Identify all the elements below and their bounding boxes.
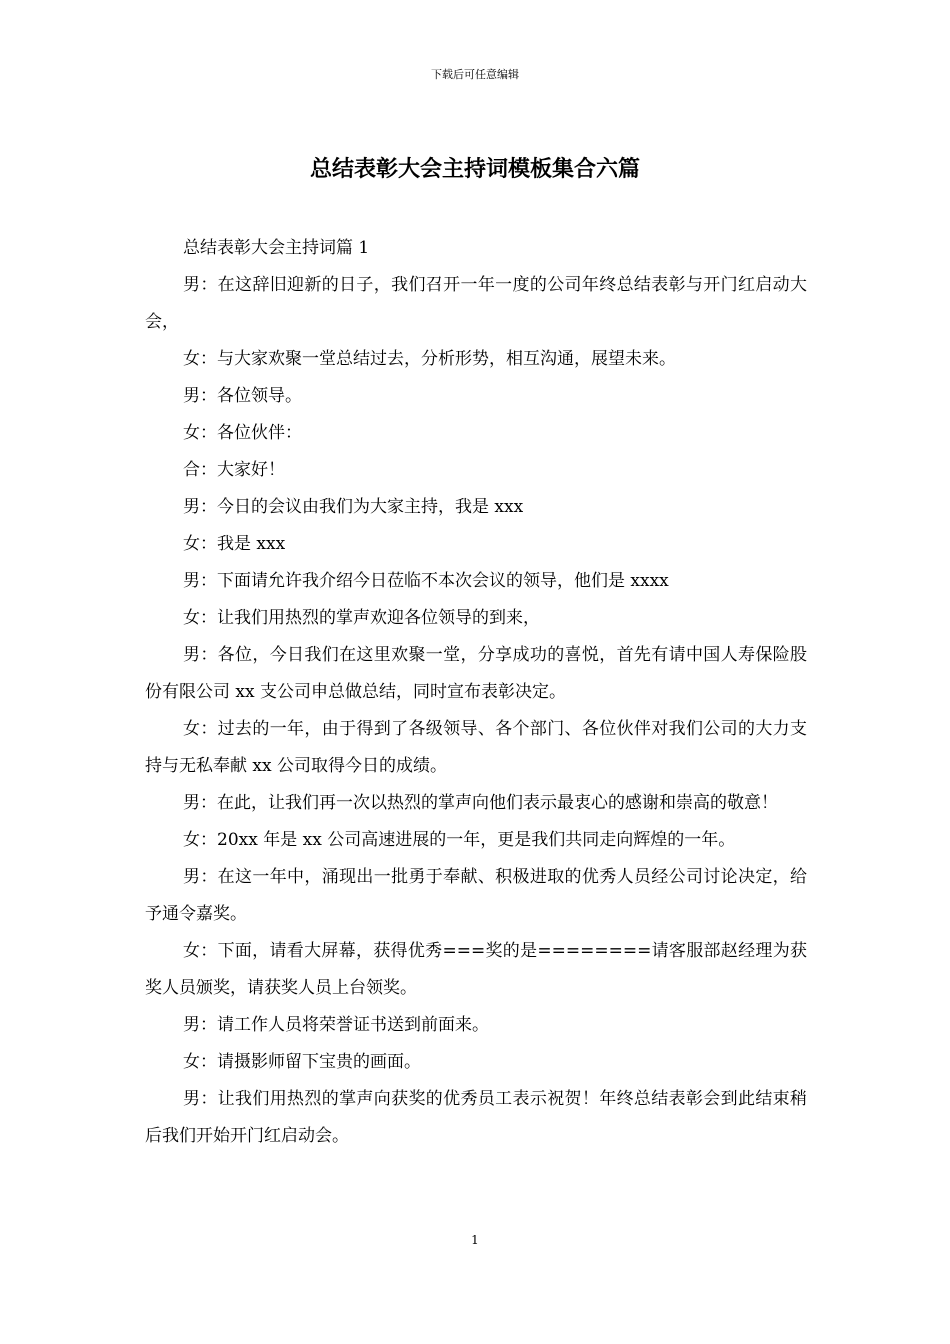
paragraph: 女：请摄影师留下宝贵的画面。 <box>183 1052 421 1072</box>
document-body <box>145 230 807 1155</box>
paragraph: 男：各位领导。 <box>183 386 302 406</box>
paragraph: 男：请工作人员将荣誉证书送到前面来。 <box>183 1015 489 1035</box>
paragraph: 男：今日的会议由我们为大家主持，我是 xxx <box>183 497 524 517</box>
paragraph: 女：让我们用热烈的掌声欢迎各位领导的到来， <box>183 608 540 628</box>
paragraph: 女：各位伙伴： <box>183 423 302 443</box>
document-title: 总结表彰大会主持词模板集合六篇 <box>309 157 640 182</box>
paragraph: 男：在这一年中，涌现出一批勇于奉献、积极进取的优秀人员经公司讨论决定，给予通令嘉奖。 <box>145 867 807 924</box>
paragraph: 女：过去的一年，由于得到了各级领导、各个部门、各位伙伴对我们公司的大力支持与无私奉献 xx 公司取得今日的成绩。 <box>145 719 807 776</box>
paragraph: 女：下面，请看大屏幕，获得优秀===奖的是========请客服部赵经理为获奖人员颁奖，请获奖人员上台领奖。 <box>145 941 807 998</box>
paragraph: 女：20xx 年是 xx 公司高速进展的一年，更是我们共同走向辉煌的一年。 <box>183 830 736 850</box>
paragraph: 男：让我们用热烈的掌声向获奖的优秀员工表示祝贺！年终总结表彰会到此结束稍后我们开始开门红启动会。 <box>145 1089 807 1146</box>
paragraph: 男：各位，今日我们在这里欢聚一堂，分享成功的喜悦，首先有请中国人寿保险股份有限公司 xx 支公司申总做总结，同时宣布表彰决定。 <box>145 645 807 702</box>
paragraph: 男：在这辞旧迎新的日子，我们召开一年一度的公司年终总结表彰与开门红启动大会， <box>145 275 807 332</box>
page-header-note: 下载后可任意编辑 <box>431 68 519 81</box>
paragraph: 合：大家好！ <box>183 460 285 480</box>
paragraph: 男：下面请允许我介绍今日莅临不本次会议的领导，他们是 xxxx <box>183 571 669 591</box>
page-number: 1 <box>471 1233 479 1247</box>
paragraph: 女：与大家欢聚一堂总结过去，分析形势，相互沟通，展望未来。 <box>183 349 676 369</box>
paragraph: 女：我是 xxx <box>183 534 286 554</box>
section-heading: 总结表彰大会主持词篇 1 <box>183 238 370 258</box>
paragraph: 男：在此，让我们再一次以热烈的掌声向他们表示最衷心的感谢和崇高的敬意！ <box>183 793 778 813</box>
